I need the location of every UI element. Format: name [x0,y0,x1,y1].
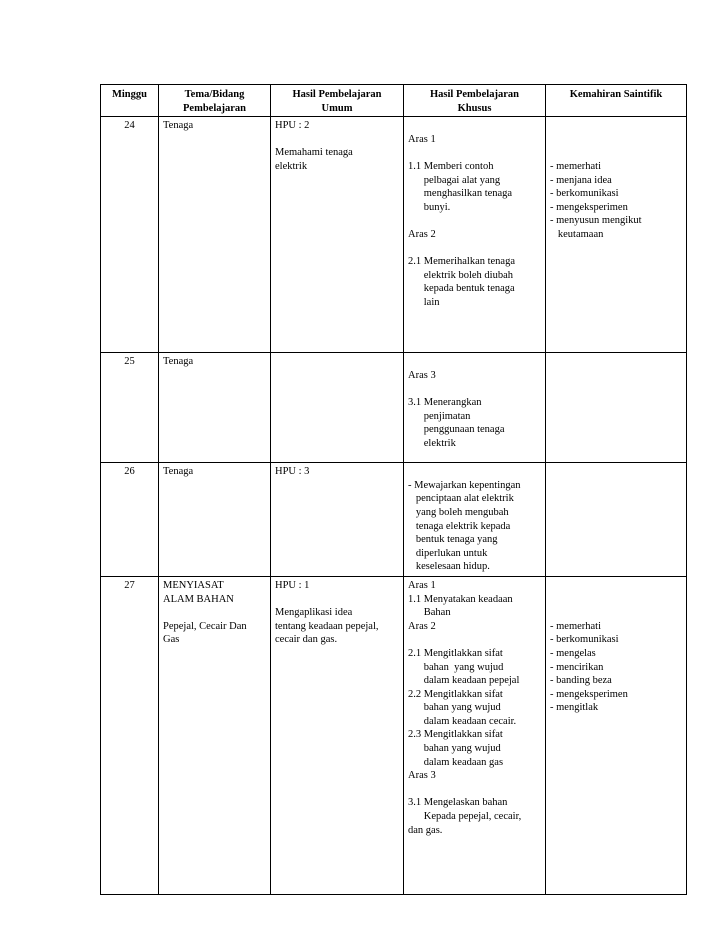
cell-line: bentuk tenaga yang [408,534,498,546]
cell-hpk [404,353,546,463]
cell-line: yang boleh mengubah [408,506,509,518]
cell-line: elektrik [275,160,308,172]
cell-line: keselesaan hidup. [408,561,490,573]
cell-line: Aras 3 [408,369,436,381]
cell-hpu [271,117,404,353]
cell-line [408,465,541,479]
cell-line: 3.1 Menerangkan [408,396,482,408]
table-row [101,576,687,894]
cell-tema [159,576,271,894]
cell-line: Tenaga [163,466,194,478]
cell-line [408,783,541,797]
cell-line: 2.2 Mengitlakkan sifat [408,688,503,700]
lesson-plan-table [100,84,687,895]
cell-line: - menyusun mengikut [550,215,642,227]
cell-line: - memerhati [550,620,602,632]
cell-line: HPU : 3 [275,466,310,478]
cell-line [408,355,541,369]
header-hpu: Hasil Pembelajaran Umum [271,85,404,117]
cell-kemahiran [546,576,687,894]
cell-line: - memerhati [550,160,602,172]
cell-line: dalam keadaan cecair. [408,715,517,727]
cell-line: Memahami tenaga [275,147,353,159]
cell-minggu: 26 [101,463,159,577]
cell-line: HPU : 2 [275,120,310,132]
cell-line: keutamaan [550,228,604,240]
cell-line: 1.1 Menyatakan keadaan [408,593,513,605]
header-kemahiran: Kemahiran Saintifik [546,85,687,117]
cell-line: HPU : 1 [275,579,310,591]
cell-line: bahan yang wujud [408,702,501,714]
cell-line: Bahan [408,607,451,619]
cell-line: - menjana idea [550,174,612,186]
table-row [101,463,687,577]
cell-line: Aras 2 [408,228,436,240]
cell-line: 3.1 Mengelaskan bahan [408,797,508,809]
cell-line: - mengeksperimen [550,201,628,213]
cell-hpu [271,353,404,463]
table-body [101,117,687,895]
cell-hpu [271,463,404,577]
cell-line: penggunaan tenaga [408,424,505,436]
cell-line: 2.1 Memerihalkan tenaga [408,256,515,268]
cell-line: lain [408,296,440,308]
cell-line: elektrik [408,437,456,449]
cell-line: penjimatan [408,410,471,422]
cell-line [550,146,682,160]
cell-line: tentang keadaan pepejal, [275,620,379,632]
cell-line: MENYIASAT [163,579,224,591]
cell-line: Pepejal, Cecair Dan [163,620,247,632]
cell-line: bunyi. [408,201,451,213]
cell-line: bahan yang wujud [408,743,501,755]
cell-line: Kepada pepejal, cecair, [408,811,522,823]
cell-line [550,579,682,593]
cell-line [408,382,541,396]
cell-line: elektrik boleh diubah [408,269,513,281]
cell-line: - mengitlak [550,702,599,714]
cell-line: - mengeksperimen [550,688,628,700]
header-tema: Tema/Bidang Pembelajaran [159,85,271,117]
cell-line: kepada bentuk tenaga [408,283,515,295]
cell-hpk [404,117,546,353]
cell-tema [159,353,271,463]
header-hpk: Hasil Pembelajaran Khusus [404,85,546,117]
cell-line: Aras 2 [408,620,436,632]
cell-hpk [404,576,546,894]
cell-tema [159,117,271,353]
cell-line [163,606,266,620]
cell-line: Aras 1 [408,579,436,591]
cell-line [408,146,541,160]
cell-line [408,214,541,228]
table-row [101,353,687,463]
table-row [101,117,687,353]
cell-line: - berkomunikasi [550,188,619,200]
cell-kemahiran [546,463,687,577]
cell-line: - mencirikan [550,661,604,673]
cell-minggu: 24 [101,117,159,353]
cell-kemahiran [546,117,687,353]
cell-tema [159,463,271,577]
cell-line: - Mewajarkan kepentingan [408,479,521,491]
cell-minggu: 27 [101,576,159,894]
cell-minggu: 25 [101,353,159,463]
cell-line [408,633,541,647]
cell-line: Gas [163,634,180,646]
cell-line: bahan yang wujud [408,661,504,673]
cell-line [408,242,541,256]
cell-line: Mengaplikasi idea [275,607,353,619]
cell-line: cecair dan gas. [275,634,338,646]
cell-line: Aras 1 [408,133,436,145]
cell-line: 2.1 Mengitlakkan sifat [408,647,503,659]
cell-line [550,119,682,133]
cell-line: dalam keadaan pepejal [408,675,520,687]
cell-line: dan gas. [408,824,443,836]
cell-kemahiran [546,353,687,463]
cell-line: - berkomunikasi [550,634,619,646]
cell-line [550,133,682,147]
cell-line: - mengelas [550,647,596,659]
cell-line: 2.3 Mengitlakkan sifat [408,729,503,741]
cell-line [550,606,682,620]
cell-line: 1.1 Memberi contoh [408,160,494,172]
cell-line: Tenaga [163,120,194,132]
cell-hpk [404,463,546,577]
header-minggu: Minggu [101,85,159,117]
cell-line: Tenaga [163,356,194,368]
cell-line [275,593,399,607]
cell-line: tenaga elektrik kepada [408,520,511,532]
cell-line [408,119,541,133]
cell-line: ALAM BAHAN [163,593,234,605]
cell-hpu [271,576,404,894]
cell-line: menghasilkan tenaga [408,188,513,200]
cell-line [550,593,682,607]
cell-line: penciptaan alat elektrik [408,493,514,505]
cell-line: Aras 3 [408,770,436,782]
cell-line [275,133,399,147]
cell-line: - banding beza [550,675,612,687]
cell-line: pelbagai alat yang [408,174,501,186]
cell-line: dalam keadaan gas [408,756,504,768]
header-row [101,85,687,117]
cell-line: diperlukan untuk [408,547,488,559]
